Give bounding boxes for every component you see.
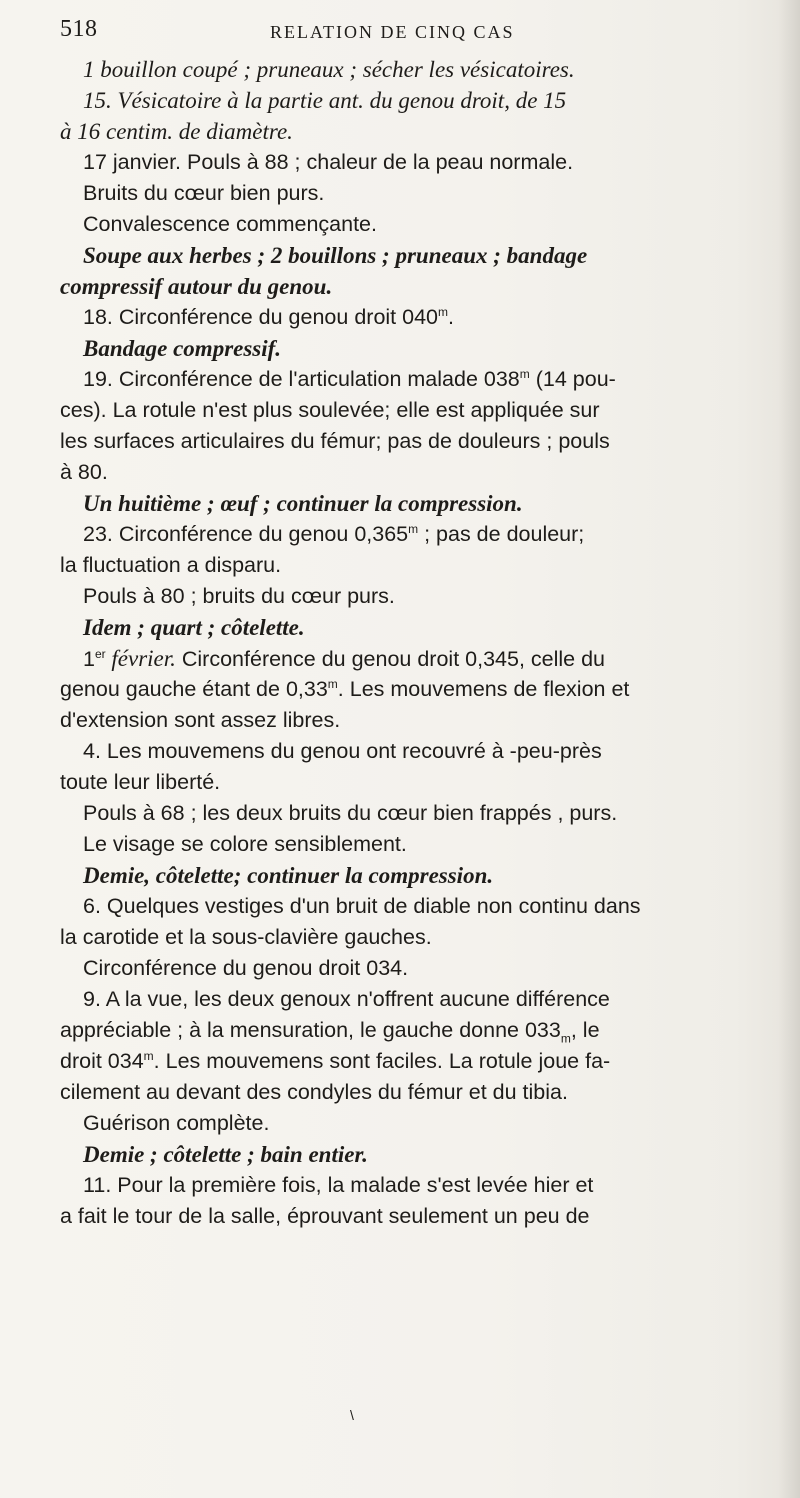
unit-superscript: m — [143, 1049, 154, 1063]
text-line: à 80. — [60, 460, 108, 484]
text-line: 4. Les mouvemens du genou ont recouvré à -peu-près — [83, 739, 602, 763]
text-line: la carotide et la sous-clavière gauches. — [60, 925, 432, 949]
line-text: genou gauche étant de 0,33 — [60, 677, 328, 701]
line-text: . Les mouvemens de flexion et — [337, 677, 630, 701]
text-line: ces). La rotule n'est plus soulevée; elle est appliquée sur — [60, 398, 600, 422]
text-line — [60, 1046, 725, 1077]
unit-superscript: m — [327, 677, 338, 691]
text-line: Soupe aux herbes ; 2 bouillons ; pruneaux ; bandage — [83, 243, 588, 268]
line-text: ; pas de douleur; — [418, 522, 585, 546]
line-text: 19. Circonférence de l'articulation malade 038 — [83, 367, 520, 391]
page-number: 518 — [60, 16, 98, 42]
line-text: . — [448, 305, 454, 329]
line-text: appréciable ; à la mensuration, le gauche donne 033 — [60, 1018, 561, 1042]
text-line — [60, 1015, 725, 1046]
text-line: Convalescence commençante. — [83, 212, 377, 236]
line-text: 1 — [83, 647, 95, 671]
unit-superscript: m — [519, 367, 530, 381]
text-line: à 16 centim. de diamètre. — [60, 119, 293, 144]
text-line: Demie, côtelette; continuer la compression. — [83, 863, 494, 888]
date-word: février. — [105, 646, 176, 671]
stray-mark: \ — [350, 1407, 354, 1423]
text-line: la fluctuation a disparu. — [60, 553, 282, 577]
line-text: Circonférence du genou droit 0,345, celle du — [175, 647, 605, 671]
unit-superscript: m — [438, 305, 448, 319]
text-line: Pouls à 68 ; les deux bruits du cœur bien frappés , purs. — [83, 801, 618, 825]
ordinal-superscript: er — [94, 647, 106, 661]
unit-subscript: m — [560, 1031, 571, 1046]
line-text: 23. Circonférence du genou 0,365 — [83, 522, 409, 546]
text-line — [60, 364, 725, 395]
text-line: Guérison complète. — [83, 1111, 270, 1135]
page-header — [60, 8, 720, 48]
text-line: 9. A la vue, les deux genoux n'offrent aucune différence — [83, 987, 610, 1011]
text-line: Pouls à 80 ; bruits du cœur purs. — [83, 584, 395, 608]
line-text: . Les mouvemens sont faciles. La rotule joue fa- — [153, 1049, 611, 1073]
text-line: Circonférence du genou droit 034. — [83, 956, 409, 980]
text-line: Demie ; côtelette ; bain entier. — [83, 1142, 368, 1167]
text-line: 15. Vésicatoire à la partie ant. du genou droit, de 15 — [83, 88, 567, 113]
text-line — [60, 643, 725, 674]
text-line: d'extension sont assez libres. — [60, 708, 341, 732]
text-line: 1 bouillon coupé ; pruneaux ; sécher les vésicatoires. — [83, 57, 575, 82]
text-line: Bruits du cœur bien purs. — [83, 181, 325, 205]
body-text — [60, 54, 725, 1232]
line-text: droit 034 — [60, 1049, 144, 1073]
text-line: Idem ; quart ; côtelette. — [83, 615, 305, 640]
text-line: 6. Quelques vestiges d'un bruit de diable non continu dans — [83, 894, 641, 918]
text-line: cilement au devant des condyles du fémur et du tibia. — [60, 1080, 568, 1104]
text-line: Le visage se colore sensiblement. — [83, 832, 407, 856]
line-text: , le — [570, 1018, 600, 1042]
text-line: a fait le tour de la salle, éprouvant seulement un peu de — [60, 1204, 590, 1228]
text-line: 17 janvier. Pouls à 88 ; chaleur de la peau normale. — [83, 150, 574, 174]
page-edge-shadow — [778, 0, 800, 1498]
text-line — [60, 519, 725, 550]
line-text: (14 pou- — [529, 367, 616, 391]
text-line: 11. Pour la première fois, la malade s'est levée hier et — [83, 1173, 594, 1197]
text-line: les surfaces articulaires du fémur; pas de douleurs ; pouls — [60, 429, 610, 453]
running-head: RELATION DE CINQ CAS — [270, 22, 515, 42]
text-line: compressif autour du genou. — [60, 274, 333, 299]
text-line — [60, 302, 725, 333]
text-line: toute leur liberté. — [60, 770, 221, 794]
unit-superscript: m — [408, 522, 419, 536]
text-line: Bandage compressif. — [83, 336, 282, 361]
line-text: 18. Circonférence du genou droit 040 — [83, 305, 438, 329]
text-line — [60, 674, 725, 705]
text-line: Un huitième ; œuf ; continuer la compression. — [83, 491, 523, 516]
